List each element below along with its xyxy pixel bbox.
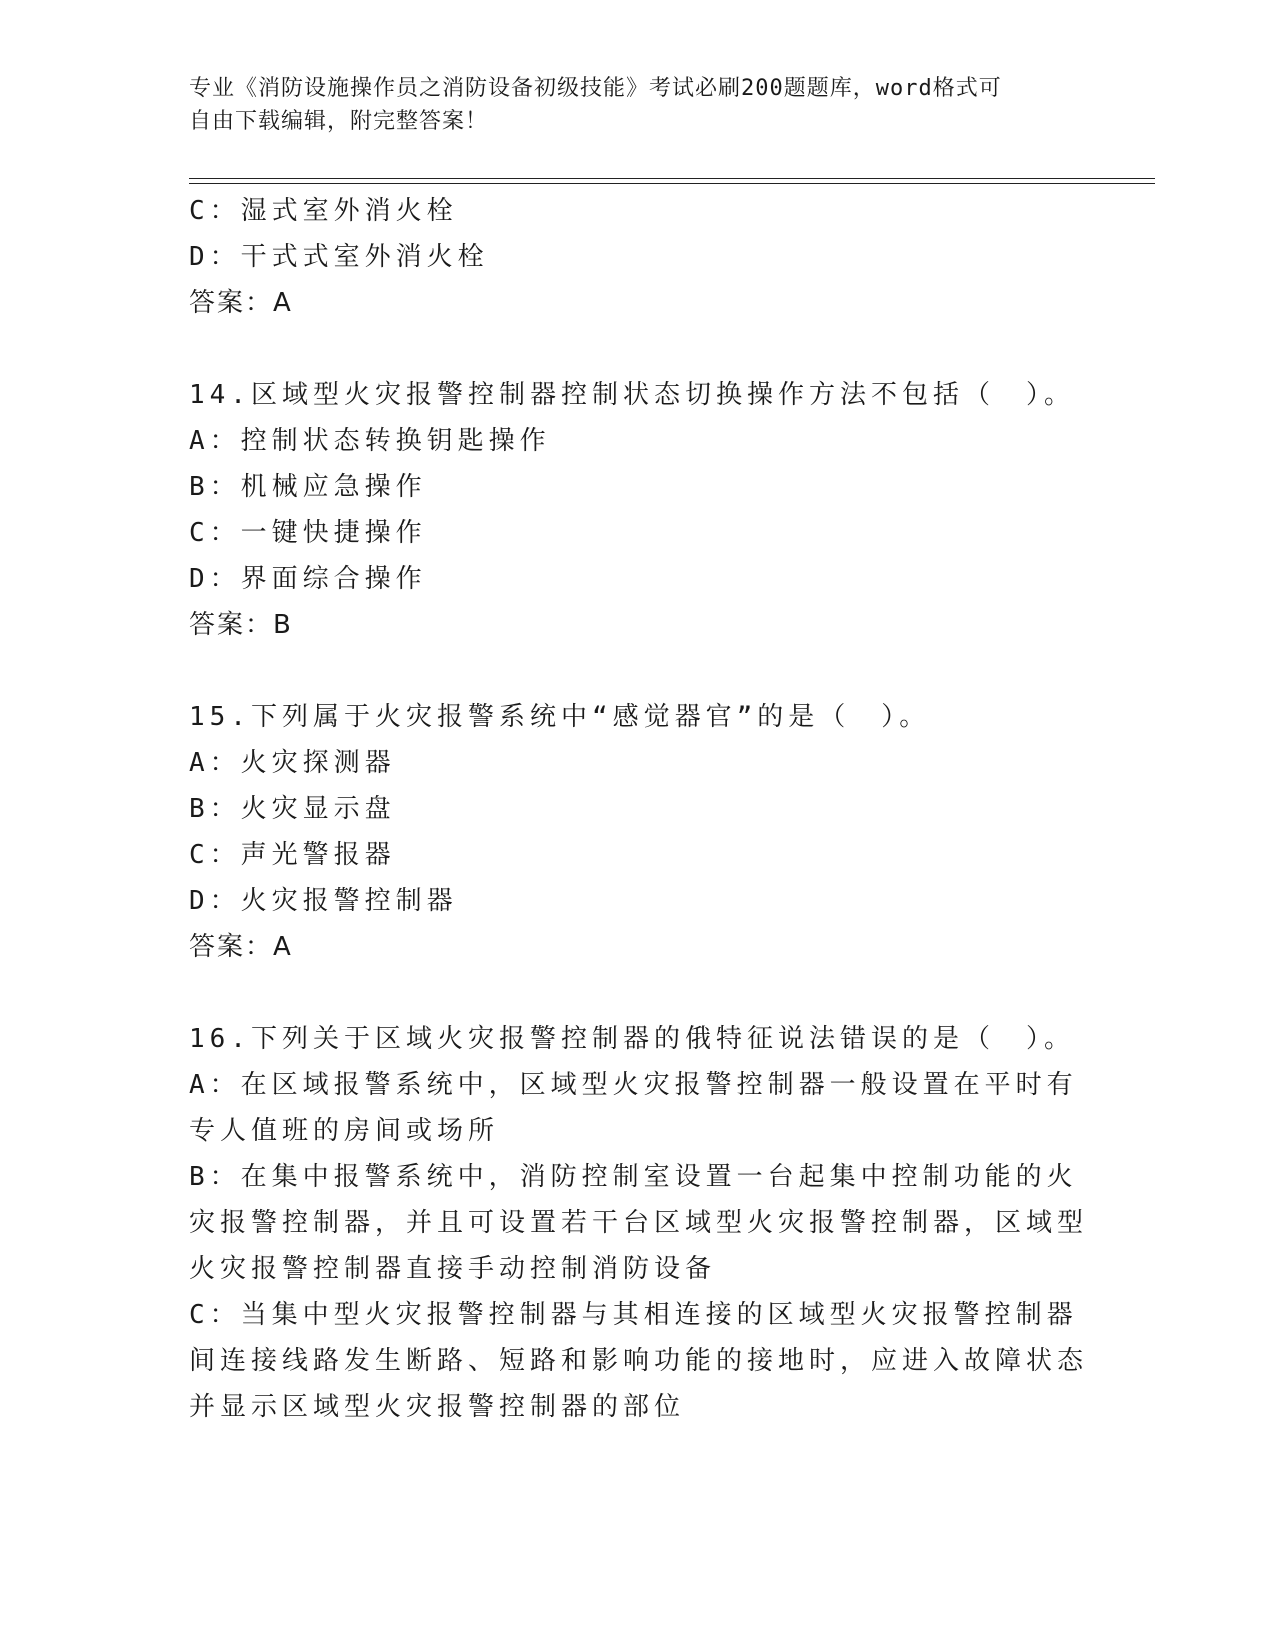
question-list — [189, 188, 1089, 1430]
option-b: B：在集中报警系统中，消防控制室设置一台起集中控制功能的火灾报警控制器，并且可设置若干台区域型火灾报警控制器，区域型火灾报警控制器直接手动控制消防设备 — [189, 1162, 1089, 1284]
spacer — [189, 970, 1089, 1016]
answer-line: 答案：A — [189, 288, 293, 318]
option-d: D：界面综合操作 — [189, 564, 427, 594]
answer-line: 答案：B — [189, 610, 293, 640]
option-a: A：控制状态转换钥匙操作 — [189, 426, 551, 456]
question-stem: 16.下列关于区域火灾报警控制器的俄特征说法错误的是（ ）。 — [189, 1024, 1075, 1054]
header-line-2: 自由下载编辑，附完整答案！ — [189, 109, 489, 134]
option-c: C：一键快捷操作 — [189, 518, 427, 548]
document-header — [189, 72, 1089, 138]
option-c: C：湿式室外消火栓 — [189, 196, 458, 226]
option-a: A：火灾探测器 — [189, 748, 396, 778]
header-line-1: 专业《消防设施操作员之消防设备初级技能》考试必刷200题题库，word格式可 — [189, 76, 1002, 101]
option-c: C：当集中型火灾报警控制器与其相连接的区域型火灾报警控制器间连接线路发生断路、短路和影响功能的接地时，应进入故障状态并显示区域型火灾报警控制器的部位 — [189, 1300, 1089, 1422]
header-divider-top — [189, 178, 1155, 179]
question-stem: 15.下列属于火灾报警系统中“感觉器官”的是（ ）。 — [189, 702, 931, 732]
option-c: C：声光警报器 — [189, 840, 396, 870]
spacer — [189, 648, 1089, 694]
spacer — [189, 326, 1089, 372]
option-b: B：火灾显示盘 — [189, 794, 396, 824]
header-divider-bottom — [189, 183, 1155, 184]
question-stem: 14.区域型火灾报警控制器控制状态切换操作方法不包括（ ）。 — [189, 380, 1075, 410]
option-a: A：在区域报警系统中，区域型火灾报警控制器一般设置在平时有专人值班的房间或场所 — [189, 1070, 1078, 1146]
option-b: B：机械应急操作 — [189, 472, 427, 502]
option-d: D：干式式室外消火栓 — [189, 242, 489, 272]
option-d: D：火灾报警控制器 — [189, 886, 458, 916]
answer-line: 答案：A — [189, 932, 293, 962]
